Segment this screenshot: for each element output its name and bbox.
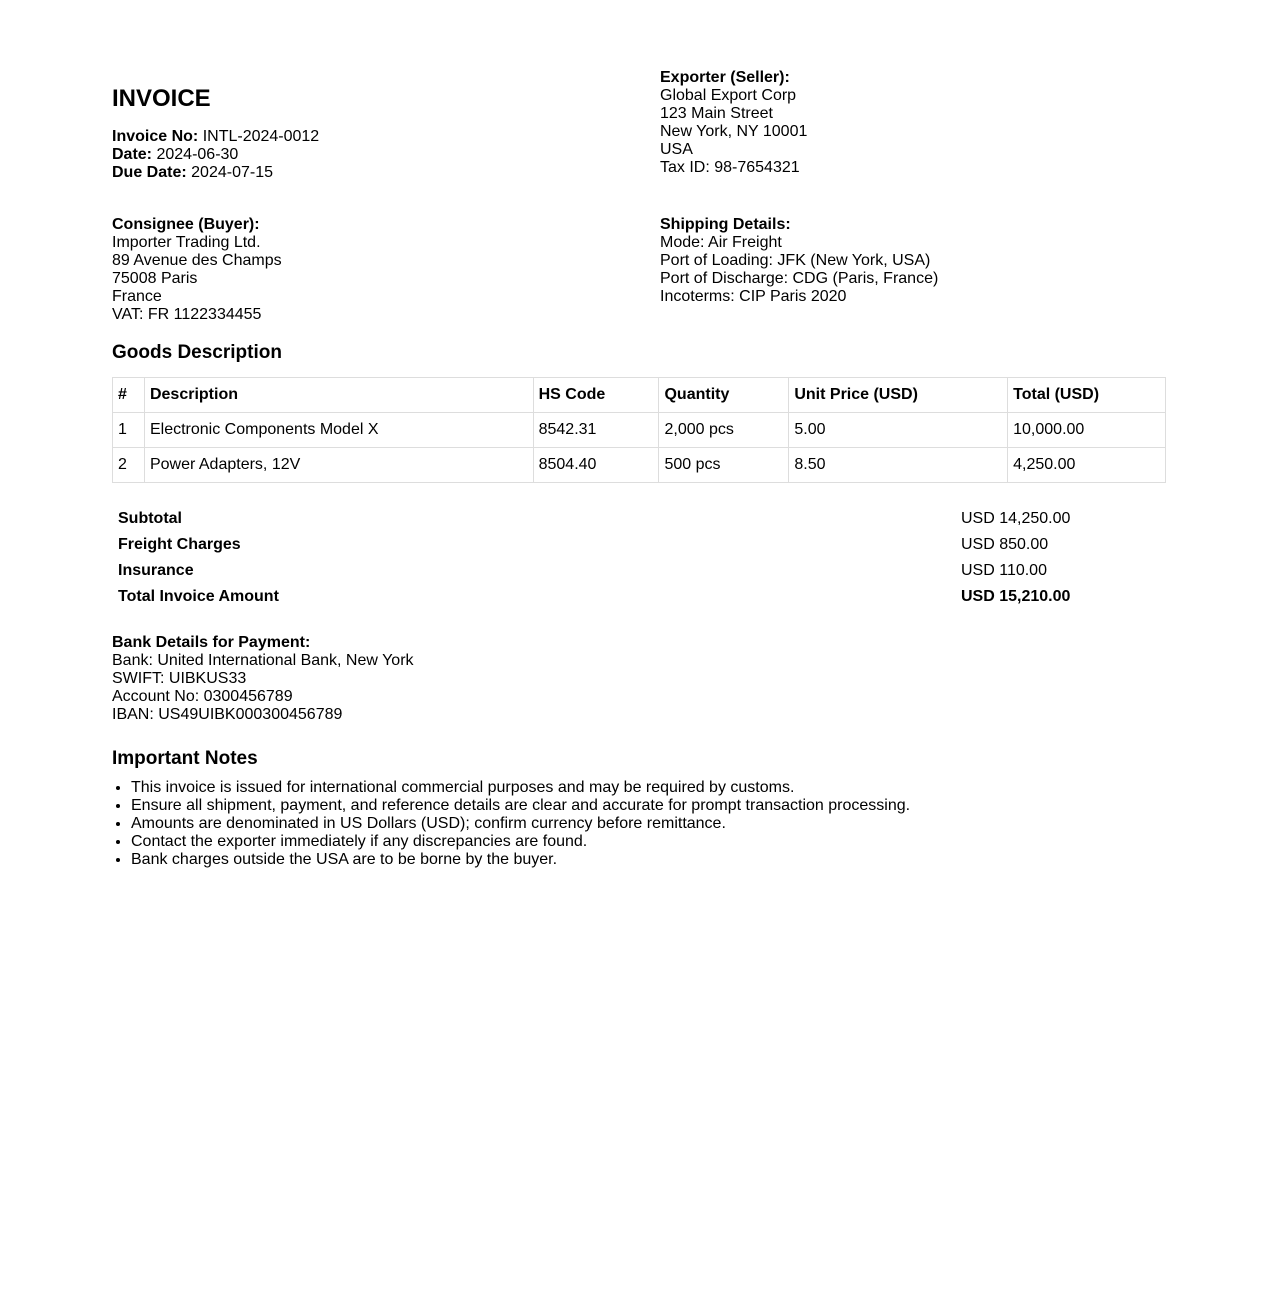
goods-heading: Goods Description bbox=[112, 342, 282, 363]
consignee-line: 75008 Paris bbox=[112, 270, 198, 287]
table-cell: 8542.31 bbox=[533, 413, 659, 448]
table-cell: Power Adapters, 12V bbox=[144, 448, 533, 483]
consignee-line: 89 Avenue des Champs bbox=[112, 252, 282, 269]
invoice-date-value: 2024-06-30 bbox=[156, 146, 239, 163]
invoice-due-date-label: Due Date: bbox=[112, 164, 187, 181]
table-cell: 1 bbox=[113, 413, 145, 448]
freight-label: Freight Charges bbox=[118, 536, 241, 553]
totals-row-insurance bbox=[112, 559, 1166, 585]
table-cell: 500 pcs bbox=[659, 448, 789, 483]
bank-details-block bbox=[112, 634, 414, 724]
list-item: • Ensure all shipment, payment, and reference details are clear and accurate for prompt transaction processing. bbox=[131, 797, 1171, 815]
invoice-number bbox=[112, 128, 319, 146]
table-cell: 4,250.00 bbox=[1008, 448, 1166, 483]
insurance-value: USD 110.00 bbox=[961, 562, 1047, 579]
invoice-date-label: Date: bbox=[112, 146, 153, 163]
exporter-line: USA bbox=[660, 141, 693, 158]
shipping-line: Incoterms: CIP Paris 2020 bbox=[660, 288, 847, 305]
list-item: • Bank charges outside the USA are to be borne by the buyer. bbox=[131, 851, 1171, 869]
bank-line: SWIFT: UIBKUS33 bbox=[112, 670, 247, 687]
table-cell: Electronic Components Model X bbox=[144, 413, 533, 448]
bank-line: Account No: 0300456789 bbox=[112, 688, 293, 705]
table-header-row bbox=[113, 378, 1166, 413]
totals-row-subtotal bbox=[112, 507, 1166, 533]
invoice-due-date-value: 2024-07-15 bbox=[191, 164, 273, 181]
table-cell: 2,000 pcs bbox=[659, 413, 789, 448]
table-cell: 5.00 bbox=[789, 413, 1008, 448]
consignee-line: Importer Trading Ltd. bbox=[112, 234, 261, 251]
consignee-heading: Consignee (Buyer): bbox=[112, 216, 260, 233]
grand-total-value: USD 15,210.00 bbox=[961, 588, 1071, 605]
column-header: Total (USD) bbox=[1008, 378, 1166, 413]
shipping-block bbox=[660, 216, 938, 306]
bank-line: IBAN: US49UIBK000300456789 bbox=[112, 706, 343, 723]
column-header: Description bbox=[144, 378, 533, 413]
notes-list bbox=[112, 779, 1171, 869]
insurance-label: Insurance bbox=[118, 562, 194, 579]
column-header: Quantity bbox=[659, 378, 789, 413]
subtotal-value: USD 14,250.00 bbox=[961, 510, 1071, 527]
grand-total-label: Total Invoice Amount bbox=[118, 588, 279, 605]
freight-value: USD 850.00 bbox=[961, 536, 1049, 553]
table-cell: 8504.40 bbox=[533, 448, 659, 483]
consignee-line: VAT: FR 1122334455 bbox=[112, 306, 262, 323]
shipping-line: Mode: Air Freight bbox=[660, 234, 782, 251]
column-header: HS Code bbox=[533, 378, 659, 413]
totals-row-grand-total bbox=[112, 585, 1166, 611]
invoice-title: INVOICE bbox=[112, 85, 211, 112]
shipping-line: Port of Loading: JFK (New York, USA) bbox=[660, 252, 931, 269]
invoice-number-value: INTL-2024-0012 bbox=[202, 128, 320, 145]
shipping-line: Port of Discharge: CDG (Paris, France) bbox=[660, 270, 939, 287]
exporter-line: New York, NY 10001 bbox=[660, 123, 808, 140]
consignee-block bbox=[112, 216, 282, 324]
goods-table bbox=[112, 377, 1166, 483]
exporter-line: 123 Main Street bbox=[660, 105, 773, 122]
consignee-line: France bbox=[112, 288, 162, 305]
subtotal-label: Subtotal bbox=[118, 510, 182, 527]
invoice-date bbox=[112, 146, 319, 164]
bank-heading: Bank Details for Payment: bbox=[112, 634, 311, 651]
list-item: • Amounts are denominated in US Dollars (USD); confirm currency before remittance. bbox=[131, 815, 1171, 833]
totals-row-freight bbox=[112, 533, 1166, 559]
table-row bbox=[113, 448, 1166, 483]
table-cell: 8.50 bbox=[789, 448, 1008, 483]
bank-line: Bank: United International Bank, New York bbox=[112, 652, 414, 669]
table-cell: 2 bbox=[113, 448, 145, 483]
exporter-block bbox=[660, 69, 807, 177]
list-item: • This invoice is issued for international commercial purposes and may be required by customs. bbox=[131, 779, 1171, 797]
list-item: • Contact the exporter immediately if any discrepancies are found. bbox=[131, 833, 1171, 851]
shipping-heading: Shipping Details: bbox=[660, 216, 791, 233]
invoice-number-label: Invoice No: bbox=[112, 128, 199, 145]
exporter-heading: Exporter (Seller): bbox=[660, 69, 790, 86]
invoice-due-date bbox=[112, 164, 319, 182]
totals-section bbox=[112, 507, 1166, 611]
column-header: # bbox=[113, 378, 145, 413]
table-cell: 10,000.00 bbox=[1008, 413, 1166, 448]
column-header: Unit Price (USD) bbox=[789, 378, 1008, 413]
notes-heading: Important Notes bbox=[112, 748, 258, 769]
exporter-line: Tax ID: 98-7654321 bbox=[660, 159, 800, 176]
exporter-line: Global Export Corp bbox=[660, 87, 797, 104]
invoice-meta bbox=[112, 128, 319, 182]
table-row bbox=[113, 413, 1166, 448]
